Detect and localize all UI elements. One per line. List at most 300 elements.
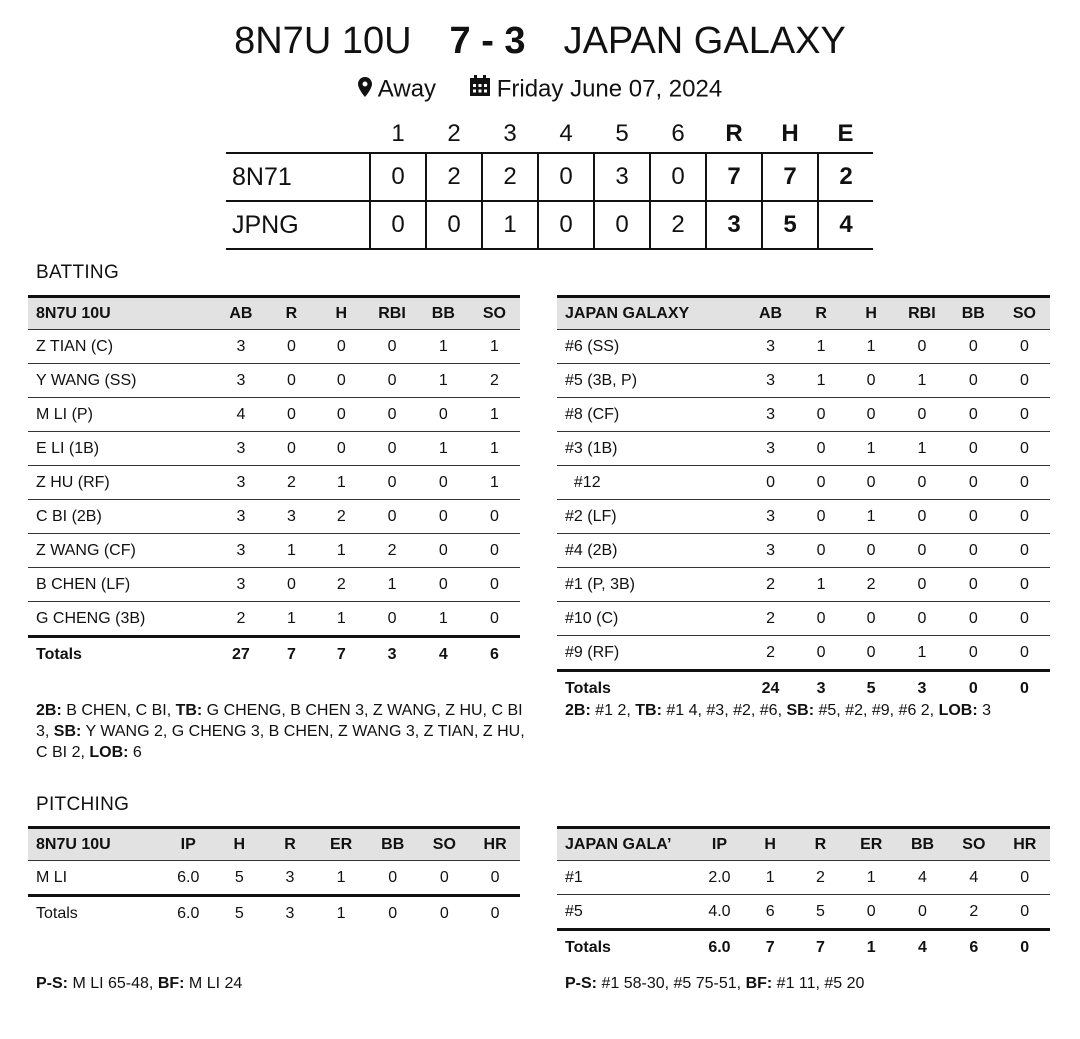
stat-cell: 0 — [796, 398, 846, 432]
stat-cell: 3 — [745, 364, 796, 398]
stat-cell: 0 — [745, 466, 796, 500]
linescore-team: 8N71 — [232, 162, 292, 191]
stat-cell: 0 — [469, 602, 520, 637]
player-name: #6 (SS) — [557, 330, 745, 364]
stat-cell: 0 — [796, 602, 846, 636]
stat-cell: 3 — [266, 500, 316, 534]
pitching-table-home — [557, 826, 1050, 964]
stat-cell: 1 — [316, 466, 366, 500]
stat-cell: 0 — [999, 466, 1050, 500]
table-row — [28, 466, 520, 500]
stat-cell: 0 — [948, 636, 999, 671]
inning-runs: 0 — [370, 201, 426, 249]
table-row — [28, 500, 520, 534]
player-name: M LI — [28, 861, 162, 896]
stat-column-header: RBI — [378, 304, 406, 322]
note-text: #1 2, — [590, 702, 636, 719]
total-hits: 5 — [762, 201, 818, 249]
player-name: #8 (CF) — [557, 398, 745, 432]
inning-header: 3 — [503, 120, 517, 147]
stat-column-header: R — [814, 835, 827, 853]
linescore-table — [226, 116, 873, 250]
totals-cell: 3 — [366, 637, 418, 672]
stat-cell: 2 — [366, 534, 418, 568]
batting-table-home — [557, 295, 1050, 705]
totals-cell: 7 — [266, 637, 316, 672]
stat-column-header: H — [865, 304, 877, 322]
batting-notes-home — [565, 700, 1035, 721]
stat-cell: 1 — [796, 330, 846, 364]
totals-cell: 0 — [948, 671, 999, 706]
stat-cell: 0 — [999, 568, 1050, 602]
stat-cell: 0 — [948, 568, 999, 602]
total-errors: 4 — [818, 201, 873, 249]
player-name: #12 — [557, 466, 745, 500]
note-label: BF: — [745, 975, 773, 992]
totals-cell: 7 — [795, 930, 845, 965]
stat-cell: 0 — [366, 432, 418, 466]
stat-cell: 0 — [796, 534, 846, 568]
stat-cell: 3 — [745, 534, 796, 568]
stat-cell: 0 — [316, 330, 366, 364]
totals-cell: 24 — [745, 671, 796, 706]
stat-cell: 0 — [266, 398, 316, 432]
stat-cell: 0 — [896, 568, 948, 602]
stat-cell: 1 — [418, 364, 469, 398]
inning-runs: 3 — [594, 153, 650, 201]
stat-cell: 0 — [999, 500, 1050, 534]
stat-column-header: BB — [381, 835, 405, 853]
totals-cell: 5 — [214, 896, 265, 931]
stat-cell: 1 — [316, 534, 366, 568]
stat-column-header: H — [233, 835, 246, 853]
totals-cell: 0 — [470, 896, 520, 931]
note-text: #1 11, #5 20 — [772, 975, 865, 992]
team-column-header: JAPAN GALAXY — [565, 304, 690, 322]
stat-cell: 0 — [418, 466, 469, 500]
stat-column-header: AB — [229, 304, 253, 322]
stat-cell: 0 — [846, 602, 896, 636]
total-runs: 7 — [706, 153, 762, 201]
stat-cell: 0 — [366, 500, 418, 534]
stat-cell: 0 — [896, 534, 948, 568]
stat-cell: 2.0 — [694, 861, 745, 895]
stat-cell: 1 — [745, 861, 795, 895]
note-text: #5, #2, #9, #6 2, — [814, 702, 939, 719]
table-row — [28, 398, 520, 432]
stat-cell: 0 — [999, 398, 1050, 432]
stat-cell: 0 — [266, 330, 316, 364]
stat-cell: 0 — [366, 364, 418, 398]
inning-header: 6 — [671, 120, 685, 147]
stat-cell: 0 — [948, 330, 999, 364]
player-name: #9 (RF) — [557, 636, 745, 671]
stat-cell: 1 — [846, 861, 897, 895]
stat-cell: 1 — [796, 364, 846, 398]
stat-cell: 1 — [896, 364, 948, 398]
stat-cell: 3 — [745, 330, 796, 364]
stat-cell: 2 — [846, 568, 896, 602]
player-name: Z HU (RF) — [28, 466, 215, 500]
stat-cell: 0 — [366, 330, 418, 364]
inning-runs: 0 — [650, 153, 706, 201]
note-label: SB: — [53, 723, 82, 740]
player-name: #10 (C) — [557, 602, 745, 636]
note-text: #1 4, #3, #2, #6, — [661, 702, 787, 719]
total-hits: 7 — [762, 153, 818, 201]
inning-header: 2 — [447, 120, 461, 147]
table-row — [28, 330, 520, 364]
stat-column-header: SO — [482, 304, 506, 322]
stat-cell: 4 — [897, 861, 948, 895]
stat-cell: 2 — [316, 568, 366, 602]
stat-cell: 0 — [897, 895, 948, 930]
stat-cell: 0 — [796, 466, 846, 500]
stat-cell: 0 — [846, 895, 897, 930]
batting-table-away — [28, 295, 520, 671]
stat-cell: 0 — [418, 500, 469, 534]
table-row — [557, 602, 1050, 636]
totals-cell: 7 — [316, 637, 366, 672]
totals-label: Totals — [557, 930, 694, 965]
stat-cell: 0 — [469, 534, 520, 568]
linescore-team: JPNG — [232, 210, 299, 239]
game-date: Friday June 07, 2024 — [496, 75, 723, 103]
runs-header: R — [725, 120, 743, 147]
stat-cell: 3 — [215, 330, 266, 364]
stat-column-header: IP — [180, 835, 196, 853]
stat-cell: 0 — [948, 432, 999, 466]
stat-cell: 0 — [999, 636, 1050, 671]
totals-cell: 4 — [418, 637, 469, 672]
stat-cell: 0 — [896, 398, 948, 432]
note-text: Y WANG 2, G CHENG 3, B CHEN, Z WANG 3, Z TIAN, Z HU, C BI 2, — [36, 723, 525, 761]
pitching-section-title: PITCHING — [36, 794, 130, 815]
note-text: M LI 65-48, — [68, 975, 158, 992]
stat-cell: 0 — [948, 602, 999, 636]
linescore-row-away — [226, 153, 873, 201]
stat-cell: 0 — [846, 398, 896, 432]
table-row — [557, 895, 1050, 930]
stat-cell: 6 — [745, 895, 795, 930]
player-name: E LI (1B) — [28, 432, 215, 466]
stat-cell: 0 — [366, 602, 418, 637]
totals-cell: 7 — [745, 930, 795, 965]
table-row — [28, 568, 520, 602]
stat-cell: 0 — [948, 364, 999, 398]
stat-cell: 0 — [1000, 895, 1051, 930]
table-row — [557, 330, 1050, 364]
stat-cell: 0 — [470, 861, 520, 896]
inning-runs: 0 — [370, 153, 426, 201]
stat-cell: 1 — [846, 500, 896, 534]
table-row — [557, 398, 1050, 432]
table-header-row — [28, 828, 520, 861]
final-score: 7 - 3 — [449, 20, 526, 62]
inning-runs: 0 — [538, 153, 594, 201]
totals-label: Totals — [28, 637, 215, 672]
stat-column-header: SO — [962, 835, 986, 853]
totals-cell: 0 — [999, 671, 1050, 706]
stat-cell: 2 — [316, 500, 366, 534]
stat-cell: 1 — [315, 861, 367, 896]
totals-cell: 3 — [265, 896, 316, 931]
table-header-row — [557, 828, 1050, 861]
player-name: M LI (P) — [28, 398, 215, 432]
stat-column-header: R — [284, 835, 296, 853]
table-row — [557, 568, 1050, 602]
stat-cell: 1 — [418, 330, 469, 364]
stat-cell: 1 — [316, 602, 366, 637]
stat-cell: 2 — [745, 568, 796, 602]
stat-cell: 0 — [418, 534, 469, 568]
pitching-notes-away — [36, 973, 526, 994]
linescore-row-home — [226, 201, 873, 249]
stat-cell: 0 — [366, 466, 418, 500]
stat-cell: 0 — [266, 432, 316, 466]
stat-cell: 0 — [896, 602, 948, 636]
totals-cell: 0 — [419, 896, 471, 931]
stat-cell: 1 — [896, 432, 948, 466]
stat-cell: 0 — [266, 364, 316, 398]
inning-runs: 0 — [538, 201, 594, 249]
stat-column-header: BB — [910, 835, 935, 853]
totals-row — [28, 896, 520, 931]
stat-cell: 0 — [896, 500, 948, 534]
stat-cell: 1 — [469, 432, 520, 466]
stat-column-header: R — [815, 304, 827, 322]
team-column-header: 8N7U 10U — [36, 304, 111, 322]
inning-runs: 2 — [426, 153, 482, 201]
table-row — [557, 861, 1050, 895]
calendar-icon — [469, 75, 491, 105]
stat-column-header: H — [335, 304, 348, 322]
stat-cell: 4 — [948, 861, 999, 895]
totals-cell: 1 — [315, 896, 367, 931]
home-team-name: JAPAN GALAXY — [563, 20, 846, 62]
table-row — [557, 500, 1050, 534]
player-name: B CHEN (LF) — [28, 568, 215, 602]
stat-cell: 0 — [846, 534, 896, 568]
stat-cell: 1 — [469, 398, 520, 432]
stat-cell: 0 — [796, 636, 846, 671]
stat-column-header: IP — [711, 835, 727, 853]
total-runs: 3 — [706, 201, 762, 249]
errors-header: E — [837, 120, 854, 147]
stat-column-header: RBI — [908, 304, 936, 322]
stat-cell: 1 — [418, 602, 469, 637]
table-row — [28, 534, 520, 568]
hits-header: H — [781, 120, 799, 147]
stat-cell: 3 — [215, 432, 266, 466]
stat-cell: 0 — [999, 364, 1050, 398]
player-name: Z WANG (CF) — [28, 534, 215, 568]
inning-runs: 0 — [426, 201, 482, 249]
player-name: #5 — [557, 895, 694, 930]
stat-cell: 1 — [266, 602, 316, 637]
totals-cell: 6 — [469, 637, 520, 672]
player-name: G CHENG (3B) — [28, 602, 215, 637]
stat-cell: 1 — [266, 534, 316, 568]
stat-cell: 0 — [367, 861, 419, 896]
batting-section-title: BATTING — [36, 262, 120, 283]
inning-runs: 1 — [482, 201, 538, 249]
away-team-name: 8N7U 10U — [234, 20, 412, 62]
stat-column-header: R — [285, 304, 298, 322]
total-errors: 2 — [818, 153, 873, 201]
table-header-row — [557, 297, 1050, 330]
table-header-row — [28, 297, 520, 330]
table-row — [28, 602, 520, 637]
stat-cell: 2 — [745, 636, 796, 671]
note-label: TB: — [635, 702, 662, 719]
player-name: #3 (1B) — [557, 432, 745, 466]
totals-cell: 6 — [948, 930, 999, 965]
stat-column-header: ER — [860, 835, 883, 853]
player-name: #1 — [557, 861, 694, 895]
player-name: #5 (3B, P) — [557, 364, 745, 398]
note-label: BF: — [157, 975, 185, 992]
stat-cell: 3 — [215, 466, 266, 500]
stat-cell: 0 — [418, 398, 469, 432]
stat-cell: 0 — [948, 534, 999, 568]
stat-cell: 0 — [948, 398, 999, 432]
stat-cell: 0 — [316, 364, 366, 398]
stat-cell: 0 — [846, 466, 896, 500]
note-text: 6 — [128, 744, 142, 761]
stat-cell: 0 — [846, 364, 896, 398]
note-label: 2B: — [36, 702, 62, 719]
stat-column-header: HR — [1013, 835, 1037, 853]
stat-cell: 0 — [896, 466, 948, 500]
stat-cell: 3 — [745, 398, 796, 432]
map-pin-icon — [358, 75, 372, 105]
stat-column-header: HR — [483, 835, 507, 853]
stat-cell: 0 — [469, 500, 520, 534]
team-column-header: 8N7U 10U — [36, 835, 111, 853]
stat-cell: 0 — [999, 602, 1050, 636]
stat-cell: 6.0 — [162, 861, 214, 896]
stat-cell: 0 — [796, 500, 846, 534]
note-label: P-S: — [565, 975, 597, 992]
stat-column-header: SO — [1012, 304, 1036, 322]
stat-cell: 0 — [999, 432, 1050, 466]
stat-cell: 3 — [745, 500, 796, 534]
stat-cell: 2 — [745, 602, 796, 636]
table-row — [557, 534, 1050, 568]
note-text: B CHEN, C BI, — [61, 702, 176, 719]
stat-column-header: AB — [759, 304, 783, 322]
stat-cell: 3 — [215, 568, 266, 602]
totals-cell: 0 — [367, 896, 419, 931]
stat-cell: 2 — [948, 895, 999, 930]
stat-column-header: BB — [431, 304, 455, 322]
stat-cell: 0 — [316, 432, 366, 466]
inning-header: 4 — [559, 120, 573, 147]
totals-cell: 27 — [215, 637, 266, 672]
inning-runs: 2 — [650, 201, 706, 249]
note-text: G CHENG, B CHEN 3, Z WANG, Z HU, C BI 3, — [36, 702, 523, 740]
stat-cell: 3 — [215, 364, 266, 398]
player-name: Z TIAN (C) — [28, 330, 215, 364]
stat-cell: 1 — [418, 432, 469, 466]
totals-cell: 1 — [846, 930, 897, 965]
batting-notes-away — [36, 700, 526, 763]
stat-cell: 3 — [215, 500, 266, 534]
stat-cell: 1 — [846, 432, 896, 466]
table-row — [557, 432, 1050, 466]
note-label: 2B: — [565, 702, 591, 719]
stat-column-header: BB — [961, 304, 985, 322]
stat-cell: 1 — [366, 568, 418, 602]
stat-cell: 1 — [796, 568, 846, 602]
stat-cell: 0 — [948, 466, 999, 500]
stat-cell: 0 — [896, 330, 948, 364]
totals-cell: 3 — [896, 671, 948, 706]
inning-runs: 2 — [482, 153, 538, 201]
linescore-header — [226, 116, 873, 153]
linescore-corner — [226, 116, 370, 153]
player-name: C BI (2B) — [28, 500, 215, 534]
note-label: SB: — [786, 702, 815, 719]
team-column-header: JAPAN GALA’ — [565, 835, 672, 853]
stat-cell: 0 — [266, 568, 316, 602]
note-text: 3 — [977, 702, 992, 719]
inning-runs: 0 — [594, 201, 650, 249]
stat-cell: 1 — [896, 636, 948, 671]
inning-header: 5 — [615, 120, 629, 147]
stat-cell: 0 — [419, 861, 471, 896]
stat-cell: 0 — [469, 568, 520, 602]
stat-cell: 3 — [745, 432, 796, 466]
stat-cell: 0 — [796, 432, 846, 466]
pitching-notes-home — [565, 973, 1035, 994]
stat-cell: 0 — [418, 568, 469, 602]
pitching-table-away — [28, 826, 520, 930]
stat-cell: 0 — [999, 534, 1050, 568]
totals-cell: 6.0 — [162, 896, 214, 931]
note-label: LOB: — [89, 744, 129, 761]
game-header — [0, 18, 1080, 105]
table-row — [557, 364, 1050, 398]
stat-column-header: ER — [330, 835, 353, 853]
stat-cell: 2 — [469, 364, 520, 398]
table-row — [28, 432, 520, 466]
stat-cell: 4.0 — [694, 895, 745, 930]
stat-cell: 1 — [846, 330, 896, 364]
score-title — [0, 18, 1080, 64]
stat-cell: 2 — [215, 602, 266, 637]
stat-cell: 0 — [999, 330, 1050, 364]
table-row — [28, 364, 520, 398]
stat-cell: 4 — [215, 398, 266, 432]
totals-row — [28, 637, 520, 672]
table-row — [557, 466, 1050, 500]
totals-cell: 4 — [897, 930, 948, 965]
note-label: TB: — [175, 702, 203, 719]
totals-cell: 6.0 — [694, 930, 745, 965]
player-name: #2 (LF) — [557, 500, 745, 534]
note-label: LOB: — [938, 702, 978, 719]
stat-cell: 0 — [948, 500, 999, 534]
stat-cell: 3 — [215, 534, 266, 568]
stat-cell: 0 — [1000, 861, 1051, 895]
stat-cell: 0 — [846, 636, 896, 671]
totals-row — [557, 930, 1050, 965]
stat-cell: 2 — [266, 466, 316, 500]
player-name: Y WANG (SS) — [28, 364, 215, 398]
totals-cell: 3 — [796, 671, 846, 706]
